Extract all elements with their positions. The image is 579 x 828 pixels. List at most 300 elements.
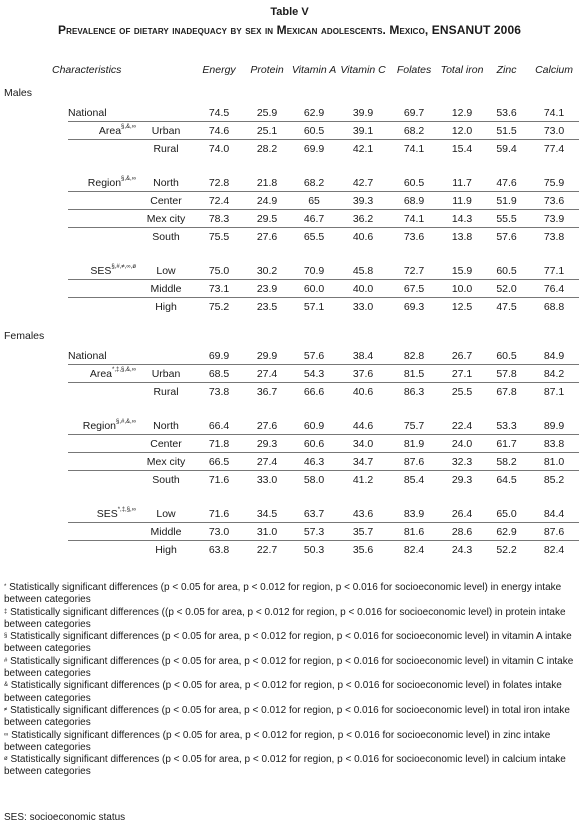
cell-zinc: 52.0 xyxy=(484,280,529,298)
cell-calcium: 68.8 xyxy=(543,300,565,313)
column-header-vitamin-c: Vitamin C xyxy=(340,64,386,76)
row-category: Mex city xyxy=(138,453,194,471)
cell-zinc: 64.5 xyxy=(496,473,517,486)
column-header-protein: Protein xyxy=(250,64,284,76)
row-group-label xyxy=(68,298,138,316)
cell-zinc: 58.2 xyxy=(484,453,529,471)
footnote-text: Statistically significant differences (p < 0.05 for area, p < 0.012 for region, p < 0.016 for socioeconomic level) in total iron intake xyxy=(10,704,570,716)
footnote-text-continued: between categories xyxy=(4,643,91,655)
cell-zinc: 59.4 xyxy=(496,142,517,155)
table-row xyxy=(0,365,579,383)
row-group-label xyxy=(68,280,138,298)
cell-calcium: 73.8 xyxy=(543,230,565,243)
cell-vitamin-a: 58.0 xyxy=(303,473,325,486)
cell-vitamin-a: 57.3 xyxy=(290,523,338,541)
row-group-label xyxy=(68,104,194,122)
cell-energy: 75.2 xyxy=(208,300,230,313)
group-name: Area xyxy=(98,124,122,137)
row-category: Center xyxy=(138,192,194,210)
cell-vitamin-c: 34.0 xyxy=(338,435,388,453)
cell-vitamin-c: 40.6 xyxy=(352,230,374,243)
footnote-symbol: & xyxy=(4,682,9,689)
cell-energy: 73.1 xyxy=(194,280,244,298)
footnote-text: Statistically significant differences (p < 0.05 for area, p < 0.012 for region, p < 0.016 for socioeconomic level) in calcium intake xyxy=(10,754,566,766)
footnote-symbol: § xyxy=(4,633,8,640)
cell-energy: 74.5 xyxy=(194,104,244,122)
cell-protein: 21.8 xyxy=(244,174,290,192)
table-row xyxy=(0,122,579,140)
row-category: Middle xyxy=(138,280,194,298)
spacer-cell xyxy=(0,157,579,174)
footnote-text-continued: between categories xyxy=(4,668,91,680)
cell-energy: 74.6 xyxy=(194,122,244,140)
table-row xyxy=(0,298,579,316)
cell-folates: 85.4 xyxy=(403,473,425,486)
cell-energy: 75.0 xyxy=(194,262,244,280)
row-category: Mex city xyxy=(138,210,194,228)
row-category: North xyxy=(138,417,194,435)
cell-vitamin-a: 60.5 xyxy=(290,122,338,140)
row-indent xyxy=(0,453,68,471)
cell-energy: 75.5 xyxy=(208,230,230,243)
row-indent xyxy=(0,228,68,246)
row-category: Rural xyxy=(153,385,179,398)
cell-vitamin-c: 34.7 xyxy=(338,453,388,471)
group-name: SES xyxy=(96,507,118,520)
row-group-label xyxy=(68,228,138,246)
spacer-cell xyxy=(0,488,579,505)
cell-energy: 72.4 xyxy=(194,192,244,210)
spacer-row xyxy=(0,157,579,174)
cell-vitamin-a: 62.9 xyxy=(290,104,338,122)
cell-total-iron: 24.0 xyxy=(440,435,484,453)
cell-vitamin-c: 36.2 xyxy=(338,210,388,228)
cell-folates: 87.6 xyxy=(388,453,440,471)
cell-total-iron: 22.4 xyxy=(440,417,484,435)
cell-folates: 81.6 xyxy=(388,523,440,541)
cell-energy: 69.9 xyxy=(194,347,244,365)
cell-folates: 86.3 xyxy=(403,385,425,398)
row-indent xyxy=(0,417,68,435)
cell-total-iron: 12.0 xyxy=(440,122,484,140)
cell-energy: 66.4 xyxy=(194,417,244,435)
cell-folates: 60.5 xyxy=(388,174,440,192)
cell-energy: 71.6 xyxy=(194,505,244,523)
column-header-energy: Energy xyxy=(202,64,236,76)
cell-calcium: 83.8 xyxy=(529,435,579,453)
cell-total-iron: 27.1 xyxy=(440,365,484,383)
cell-folates: 82.8 xyxy=(388,347,440,365)
group-name: Area xyxy=(89,367,113,380)
row-indent xyxy=(0,435,68,453)
row-group-label xyxy=(68,505,138,523)
cell-total-iron: 29.3 xyxy=(451,473,473,486)
row-indent xyxy=(0,192,68,210)
cell-total-iron: 12.9 xyxy=(440,104,484,122)
cell-total-iron: 11.9 xyxy=(440,192,484,210)
footnote-symbol: ø xyxy=(4,756,8,763)
cell-calcium: 73.6 xyxy=(529,192,579,210)
cell-total-iron: 13.8 xyxy=(451,230,473,243)
column-header-vitamin-a: Vitamin A xyxy=(291,64,337,76)
footnote-symbol: * xyxy=(4,584,7,590)
cell-zinc: 47.5 xyxy=(496,300,517,313)
cell-calcium: 74.1 xyxy=(529,104,579,122)
footnote-text-continued: between categories xyxy=(4,766,91,778)
cell-vitamin-c: 41.2 xyxy=(352,473,374,486)
row-category: Low xyxy=(138,505,194,523)
header-row xyxy=(0,58,579,82)
cell-zinc: 52.2 xyxy=(496,543,517,556)
group-name: Region xyxy=(87,176,122,189)
row-group-label xyxy=(68,453,138,471)
group-significance-marks: *,‡,§,&,∞ xyxy=(112,366,136,373)
row-category: High xyxy=(155,543,177,556)
row-indent xyxy=(0,280,68,298)
cell-protein: 27.4 xyxy=(244,453,290,471)
row-category: South xyxy=(152,230,180,243)
cell-vitamin-a: 50.3 xyxy=(303,543,325,556)
cell-vitamin-a: 57.1 xyxy=(303,300,325,313)
cell-folates: 69.7 xyxy=(388,104,440,122)
row-indent xyxy=(0,523,68,541)
cell-calcium: 82.4 xyxy=(543,543,565,556)
cell-zinc: 57.6 xyxy=(496,230,517,243)
row-indent xyxy=(0,104,68,122)
cell-energy: 73.8 xyxy=(208,385,230,398)
row-group-label xyxy=(68,435,138,453)
cell-vitamin-a: 69.9 xyxy=(303,142,325,155)
cell-folates: 68.9 xyxy=(388,192,440,210)
row-category: North xyxy=(138,174,194,192)
cell-vitamin-c: 39.1 xyxy=(338,122,388,140)
cell-protein: 36.7 xyxy=(256,385,278,398)
cell-vitamin-c: 39.3 xyxy=(338,192,388,210)
cell-vitamin-c: 43.6 xyxy=(338,505,388,523)
cell-protein: 29.9 xyxy=(244,347,290,365)
cell-total-iron: 28.6 xyxy=(440,523,484,541)
footnote-symbol: ‡ xyxy=(4,608,8,615)
cell-total-iron: 15.9 xyxy=(440,262,484,280)
cell-energy: 71.6 xyxy=(208,473,230,486)
cell-total-iron: 25.5 xyxy=(451,385,473,398)
cell-protein: 27.6 xyxy=(244,417,290,435)
footnote xyxy=(4,730,576,755)
cell-folates: 74.1 xyxy=(388,210,440,228)
row-group-label xyxy=(68,122,138,140)
cell-vitamin-a: 65.5 xyxy=(303,230,325,243)
cell-protein: 29.3 xyxy=(244,435,290,453)
table-row xyxy=(0,174,579,192)
cell-protein: 31.0 xyxy=(244,523,290,541)
section-row xyxy=(0,325,579,347)
row-group-label xyxy=(68,262,138,280)
footnotes xyxy=(4,582,576,779)
table-row xyxy=(0,383,579,401)
cell-zinc: 62.9 xyxy=(484,523,529,541)
cell-calcium: 87.1 xyxy=(543,385,565,398)
group-significance-marks: *,‡,§,∞ xyxy=(117,506,136,513)
footnote-text: Statistically significant differences (p < 0.05 for area, p < 0.012 for region, p < 0.016 for socioeconomic level) in vitamin A intake xyxy=(10,631,572,643)
table-row xyxy=(0,471,579,489)
cell-vitamin-c: 44.6 xyxy=(338,417,388,435)
footnote xyxy=(4,754,576,779)
cell-protein: 28.2 xyxy=(256,142,278,155)
footnote-text-continued: between categories xyxy=(4,618,91,630)
row-indent xyxy=(0,140,68,158)
row-group-label xyxy=(68,347,194,365)
group-significance-marks: §,&,∞ xyxy=(121,123,136,130)
group-name: SES xyxy=(90,264,112,277)
row-group-label xyxy=(68,417,138,435)
cell-vitamin-a: 66.6 xyxy=(303,385,325,398)
cell-calcium: 81.0 xyxy=(529,453,579,471)
cell-vitamin-a: 68.2 xyxy=(290,174,338,192)
group-name: National xyxy=(68,106,107,119)
cell-calcium: 87.6 xyxy=(529,523,579,541)
cell-calcium: 84.4 xyxy=(529,505,579,523)
row-indent xyxy=(0,541,68,559)
spacer-cell xyxy=(0,315,579,325)
cell-protein: 23.5 xyxy=(256,300,278,313)
column-header-folates: Folates xyxy=(396,64,432,76)
cell-zinc: 47.6 xyxy=(484,174,529,192)
cell-folates: 68.2 xyxy=(388,122,440,140)
footnote xyxy=(4,656,576,681)
section-label: Females xyxy=(4,330,45,342)
cell-zinc: 51.9 xyxy=(484,192,529,210)
table-row xyxy=(0,417,579,435)
cell-energy: 68.5 xyxy=(194,365,244,383)
row-category: South xyxy=(152,473,180,486)
table-row xyxy=(0,192,579,210)
footnote-text: Statistically significant differences (p < 0.05 for area, p < 0.012 for region, p < 0.016 for socioeconomic level) in vitamin C intake xyxy=(10,655,574,667)
group-significance-marks: §,#,&,∞ xyxy=(116,418,136,425)
table-row xyxy=(0,523,579,541)
row-category: Urban xyxy=(138,365,194,383)
cell-zinc: 55.5 xyxy=(484,210,529,228)
cell-protein: 33.0 xyxy=(256,473,278,486)
cell-folates: 73.6 xyxy=(403,230,425,243)
cell-vitamin-c: 37.6 xyxy=(338,365,388,383)
cell-folates: 72.7 xyxy=(388,262,440,280)
cell-total-iron: 10.0 xyxy=(440,280,484,298)
cell-zinc: 61.7 xyxy=(484,435,529,453)
table-row xyxy=(0,262,579,280)
cell-protein: 30.2 xyxy=(244,262,290,280)
footnote xyxy=(4,582,576,607)
cell-folates: 81.5 xyxy=(388,365,440,383)
cell-energy: 66.5 xyxy=(194,453,244,471)
footnote xyxy=(4,607,576,632)
cell-vitamin-a: 46.7 xyxy=(290,210,338,228)
row-group-label xyxy=(68,140,138,158)
row-indent xyxy=(0,262,68,280)
cell-total-iron: 24.3 xyxy=(451,543,473,556)
row-indent xyxy=(0,298,68,316)
spacer-row xyxy=(0,488,579,505)
row-group-label xyxy=(68,365,138,383)
row-indent xyxy=(0,471,68,489)
cell-calcium: 76.4 xyxy=(529,280,579,298)
column-header-total-iron: Total iron xyxy=(440,64,484,76)
footnote xyxy=(4,705,576,730)
table-row xyxy=(0,280,579,298)
row-category: High xyxy=(155,300,177,313)
cell-zinc: 53.3 xyxy=(484,417,529,435)
footnote xyxy=(4,680,576,705)
cell-total-iron: 11.7 xyxy=(440,174,484,192)
cell-total-iron: 12.5 xyxy=(451,300,473,313)
row-group-label xyxy=(68,523,138,541)
row-group-label xyxy=(68,383,138,401)
cell-protein: 34.5 xyxy=(244,505,290,523)
row-category: Center xyxy=(138,435,194,453)
cell-vitamin-c: 39.9 xyxy=(338,104,388,122)
section-label: Males xyxy=(4,87,33,99)
cell-vitamin-c: 35.7 xyxy=(338,523,388,541)
spacer-cell xyxy=(0,245,579,262)
group-significance-marks: §,&,∞ xyxy=(121,175,136,182)
table-row xyxy=(0,104,579,122)
cell-vitamin-c: 40.0 xyxy=(338,280,388,298)
cell-total-iron: 26.7 xyxy=(440,347,484,365)
row-group-label xyxy=(68,210,138,228)
cell-vitamin-a: 63.7 xyxy=(290,505,338,523)
cell-calcium: 85.2 xyxy=(543,473,565,486)
row-category: Rural xyxy=(153,142,179,155)
cell-vitamin-c: 42.1 xyxy=(352,142,374,155)
cell-calcium: 73.0 xyxy=(529,122,579,140)
cell-protein: 25.9 xyxy=(244,104,290,122)
cell-vitamin-c: 33.0 xyxy=(352,300,374,313)
abbreviation-note: SES: socioeconomic status xyxy=(4,812,126,823)
cell-calcium: 89.9 xyxy=(529,417,579,435)
cell-energy: 63.8 xyxy=(208,543,230,556)
row-category: Low xyxy=(138,262,194,280)
footnote xyxy=(4,631,576,656)
column-header-zinc: Zinc xyxy=(496,64,517,76)
table-row xyxy=(0,453,579,471)
table-row xyxy=(0,210,579,228)
cell-protein: 29.5 xyxy=(244,210,290,228)
footnote-text: Statistically significant differences (p < 0.05 for area, p < 0.012 for region, p < 0.016 for socioeconomic level) in zinc intake xyxy=(11,729,551,741)
table-row xyxy=(0,505,579,523)
footnote-text-continued: between categories xyxy=(4,692,91,704)
prevalence-table xyxy=(0,58,579,558)
row-group-label xyxy=(68,541,138,559)
section-spacer xyxy=(0,315,579,325)
cell-vitamin-a: 60.9 xyxy=(290,417,338,435)
cell-energy: 73.0 xyxy=(194,523,244,541)
cell-vitamin-c: 35.6 xyxy=(352,543,374,556)
row-indent xyxy=(0,365,68,383)
section-row xyxy=(0,82,579,104)
row-group-label xyxy=(68,471,138,489)
cell-total-iron: 26.4 xyxy=(440,505,484,523)
cell-folates: 83.9 xyxy=(388,505,440,523)
cell-vitamin-c: 40.6 xyxy=(352,385,374,398)
group-name: Region xyxy=(82,419,117,432)
column-header-calcium: Calcium xyxy=(535,64,573,76)
spacer-cell xyxy=(0,400,579,417)
cell-zinc: 60.5 xyxy=(484,347,529,365)
cell-folates: 82.4 xyxy=(403,543,425,556)
cell-protein: 22.7 xyxy=(256,543,278,556)
cell-vitamin-a: 46.3 xyxy=(290,453,338,471)
cell-calcium: 84.2 xyxy=(529,365,579,383)
cell-vitamin-a: 65 xyxy=(290,192,338,210)
cell-vitamin-c: 38.4 xyxy=(338,347,388,365)
row-group-label xyxy=(68,174,138,192)
footnote-text-continued: between categories xyxy=(4,741,91,753)
row-indent xyxy=(0,174,68,192)
cell-protein: 27.6 xyxy=(256,230,278,243)
cell-zinc: 57.8 xyxy=(484,365,529,383)
row-group-label xyxy=(68,192,138,210)
cell-total-iron: 15.4 xyxy=(451,142,473,155)
table-row xyxy=(0,347,579,365)
footnote-text: Statistically significant differences ((p < 0.05 for area, p < 0.012 for region, p < 0.016 for socioeconomic level) in protein intake xyxy=(10,606,566,618)
cell-folates: 81.9 xyxy=(388,435,440,453)
footnote-text-continued: between categories xyxy=(4,717,91,729)
column-header-characteristics: Characteristics xyxy=(52,64,122,76)
row-indent xyxy=(0,347,68,365)
cell-folates: 67.5 xyxy=(388,280,440,298)
cell-vitamin-c: 42.7 xyxy=(338,174,388,192)
cell-protein: 25.1 xyxy=(244,122,290,140)
table-body xyxy=(0,82,579,558)
cell-zinc: 67.8 xyxy=(496,385,517,398)
cell-zinc: 60.5 xyxy=(484,262,529,280)
cell-vitamin-a: 54.3 xyxy=(290,365,338,383)
footnote-text: Statistically significant differences (p < 0.05 for area, p < 0.012 for region, p < 0.016 for socioeconomic level) in energy intake xyxy=(9,582,562,593)
row-indent xyxy=(0,122,68,140)
cell-calcium: 84.9 xyxy=(529,347,579,365)
cell-protein: 23.9 xyxy=(244,280,290,298)
cell-calcium: 77.4 xyxy=(543,142,565,155)
footnote-symbol: # xyxy=(4,657,8,664)
cell-total-iron: 32.3 xyxy=(440,453,484,471)
table-label: Table V xyxy=(270,6,309,18)
cell-total-iron: 14.3 xyxy=(440,210,484,228)
cell-calcium: 77.1 xyxy=(529,262,579,280)
spacer-row xyxy=(0,245,579,262)
row-indent xyxy=(0,210,68,228)
cell-calcium: 75.9 xyxy=(529,174,579,192)
table-row xyxy=(0,435,579,453)
cell-protein: 27.4 xyxy=(244,365,290,383)
cell-calcium: 73.9 xyxy=(529,210,579,228)
cell-energy: 72.8 xyxy=(194,174,244,192)
cell-folates: 74.1 xyxy=(403,142,425,155)
row-indent xyxy=(0,505,68,523)
cell-vitamin-a: 60.0 xyxy=(290,280,338,298)
cell-protein: 24.9 xyxy=(244,192,290,210)
cell-energy: 78.3 xyxy=(194,210,244,228)
row-category: Middle xyxy=(138,523,194,541)
cell-zinc: 51.5 xyxy=(484,122,529,140)
cell-vitamin-c: 45.8 xyxy=(338,262,388,280)
cell-folates: 69.3 xyxy=(403,300,425,313)
cell-vitamin-a: 57.6 xyxy=(290,347,338,365)
table-row xyxy=(0,140,579,158)
cell-vitamin-a: 70.9 xyxy=(290,262,338,280)
group-significance-marks: §,#,≠,∞,ø xyxy=(111,263,136,270)
table-caption: Prevalence of dietary inadequacy by sex in Mexican adolescents. Mexico, ENSANUT 2006 xyxy=(58,23,521,37)
row-indent xyxy=(0,383,68,401)
cell-zinc: 53.6 xyxy=(484,104,529,122)
